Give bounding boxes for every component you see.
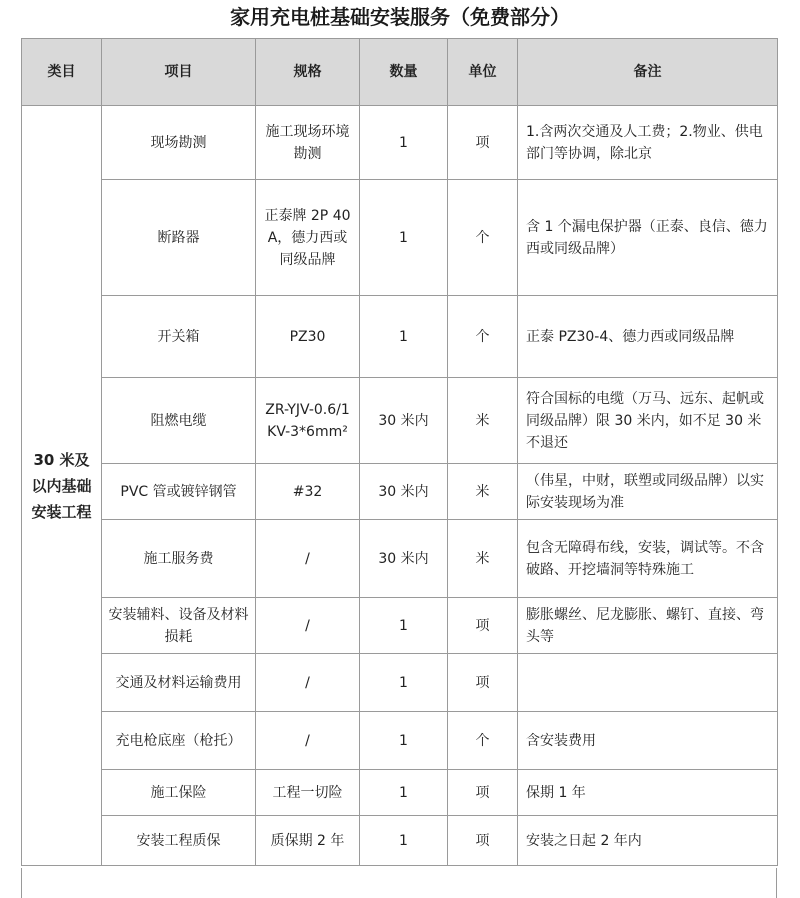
unit-cell: 项 <box>448 654 518 712</box>
header-unit: 单位 <box>448 39 518 106</box>
item-cell: 开关箱 <box>102 296 256 378</box>
item-cell: 安装辅料、设备及材料损耗 <box>102 598 256 654</box>
unit-cell: 米 <box>448 464 518 520</box>
spec-cell: / <box>256 520 360 598</box>
item-cell: 施工服务费 <box>102 520 256 598</box>
spec-cell: / <box>256 598 360 654</box>
table-continuation <box>21 868 777 898</box>
table-row <box>22 296 778 378</box>
spec-cell: PZ30 <box>256 296 360 378</box>
header-item: 项目 <box>102 39 256 106</box>
item-cell: 安装工程质保 <box>102 816 256 866</box>
quantity-cell: 1 <box>360 712 448 770</box>
quantity-cell: 1 <box>360 654 448 712</box>
item-cell: PVC 管或镀锌钢管 <box>102 464 256 520</box>
table-row <box>22 816 778 866</box>
service-table <box>21 38 778 866</box>
table-row <box>22 378 778 464</box>
table-row <box>22 464 778 520</box>
spec-cell: 正泰牌 2P 40A，德力西或同级品牌 <box>256 180 360 296</box>
item-cell: 现场勘测 <box>102 106 256 180</box>
spec-cell: / <box>256 712 360 770</box>
header-note: 备注 <box>518 39 778 106</box>
quantity-cell: 1 <box>360 598 448 654</box>
table-row <box>22 180 778 296</box>
note-cell: 含安装费用 <box>518 712 778 770</box>
header-quantity: 数量 <box>360 39 448 106</box>
quantity-cell: 30 米内 <box>360 464 448 520</box>
quantity-cell: 1 <box>360 296 448 378</box>
quantity-cell: 1 <box>360 816 448 866</box>
quantity-cell: 30 米内 <box>360 520 448 598</box>
unit-cell: 个 <box>448 712 518 770</box>
spec-cell: ZR-YJV-0.6/1KV-3*6mm² <box>256 378 360 464</box>
note-cell <box>518 654 778 712</box>
table-row <box>22 106 778 180</box>
quantity-cell: 1 <box>360 770 448 816</box>
note-cell: 包含无障碍布线，安装，调试等。不含破路、开挖墙洞等特殊施工 <box>518 520 778 598</box>
unit-cell: 米 <box>448 520 518 598</box>
unit-cell: 项 <box>448 598 518 654</box>
category-cell: 30 米及以内基础安装工程 <box>22 106 102 866</box>
quantity-cell: 1 <box>360 180 448 296</box>
header-spec: 规格 <box>256 39 360 106</box>
table-header-row <box>22 39 778 106</box>
unit-cell: 项 <box>448 106 518 180</box>
table-row <box>22 520 778 598</box>
header-category: 类目 <box>22 39 102 106</box>
item-cell: 施工保险 <box>102 770 256 816</box>
note-cell: 正泰 PZ30-4、德力西或同级品牌 <box>518 296 778 378</box>
table-row <box>22 712 778 770</box>
page-title: 家用充电桩基础安装服务（免费部分） <box>230 5 570 29</box>
spec-cell: 施工现场环境勘测 <box>256 106 360 180</box>
unit-cell: 米 <box>448 378 518 464</box>
quantity-cell: 1 <box>360 106 448 180</box>
unit-cell: 个 <box>448 296 518 378</box>
item-cell: 交通及材料运输费用 <box>102 654 256 712</box>
spec-cell: 工程一切险 <box>256 770 360 816</box>
item-cell: 充电枪底座（枪托） <box>102 712 256 770</box>
note-cell: 保期 1 年 <box>518 770 778 816</box>
unit-cell: 项 <box>448 816 518 866</box>
quantity-cell: 30 米内 <box>360 378 448 464</box>
spec-cell: / <box>256 654 360 712</box>
table-row <box>22 654 778 712</box>
item-cell: 断路器 <box>102 180 256 296</box>
unit-cell: 个 <box>448 180 518 296</box>
item-cell: 阻燃电缆 <box>102 378 256 464</box>
note-cell: （伟星，中财，联塑或同级品牌）以实际安装现场为准 <box>518 464 778 520</box>
unit-cell: 项 <box>448 770 518 816</box>
table-row <box>22 598 778 654</box>
note-cell: 安装之日起 2 年内 <box>518 816 778 866</box>
note-cell: 含 1 个漏电保护器（正泰、良信、德力西或同级品牌） <box>518 180 778 296</box>
table-row <box>22 770 778 816</box>
note-cell: 1.含两次交通及人工费；2.物业、供电部门等协调，除北京 <box>518 106 778 180</box>
note-cell: 符合国标的电缆（万马、远东、起帆或同级品牌）限 30 米内，如不足 30 米不退还 <box>518 378 778 464</box>
spec-cell: #32 <box>256 464 360 520</box>
note-cell: 膨胀螺丝、尼龙膨胀、螺钉、直接、弯头等 <box>518 598 778 654</box>
spec-cell: 质保期 2 年 <box>256 816 360 866</box>
